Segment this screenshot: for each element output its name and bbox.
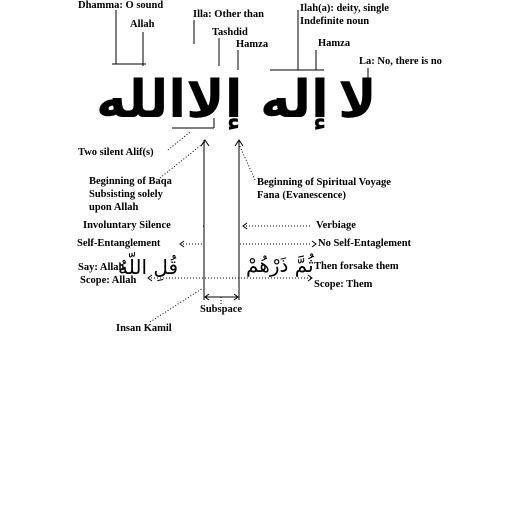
label-dhamma: Dhamma: O sound (78, 0, 164, 11)
label-self-ent: Self-Entanglement (77, 238, 161, 249)
label-scope-allah: Scope: Allah (80, 275, 137, 286)
label-allah: Allah (130, 19, 155, 30)
insan-kamil-pointer (150, 288, 203, 322)
baqa-pointer (160, 142, 205, 178)
arabic-illa: إلا (186, 70, 243, 130)
arabic-allah: الله (96, 70, 187, 130)
label-baqa-2: Subsisting solely (89, 189, 163, 200)
fana-pointer (238, 142, 255, 180)
arabic-la: لا (338, 70, 377, 130)
arabic-ilaha: إله (260, 70, 329, 130)
label-illa: Illa: Other than (193, 9, 264, 20)
label-fana-1: Beginning of Spiritual Voyage (257, 177, 391, 188)
label-subspace: Subspace (200, 304, 243, 315)
label-involuntary: Involuntary Silence (83, 220, 171, 231)
label-scope-them: Scope: Them (314, 279, 373, 290)
label-baqa-1: Beginning of Baqa (89, 176, 172, 187)
label-baqa-3: upon Allah (89, 202, 139, 213)
no-self-ent-arrow-head (312, 241, 316, 247)
label-two-silent: Two silent Alif(s) (78, 147, 154, 158)
label-ilah-2: Indefinite noun (300, 16, 370, 27)
arabic-thumma-dharhum: ثُمَّ ذَرْهُمْ (246, 253, 314, 277)
label-say-allah: Say: Allah (78, 262, 125, 273)
label-no-self-ent: No Self-Entaglement (318, 238, 412, 249)
label-hamza-1: Hamza (236, 39, 269, 50)
label-verbiage: Verbiage (316, 220, 356, 231)
label-fana-2: Fana (Evanescence) (257, 190, 346, 201)
label-la: La: No, there is no (359, 56, 442, 67)
label-forsake: Then forsake them (314, 261, 399, 272)
two-silent-pointer (168, 132, 190, 150)
label-ilah-1: Ilah(a): deity, single (300, 3, 389, 14)
left-tick (201, 140, 209, 146)
label-hamza-2: Hamza (318, 38, 351, 49)
arabic-qul-allah: قُلِ اللّهُ (118, 255, 179, 279)
label-tashdid: Tashdid (212, 27, 248, 38)
label-insan-kamil: Insan Kamil (116, 323, 172, 334)
